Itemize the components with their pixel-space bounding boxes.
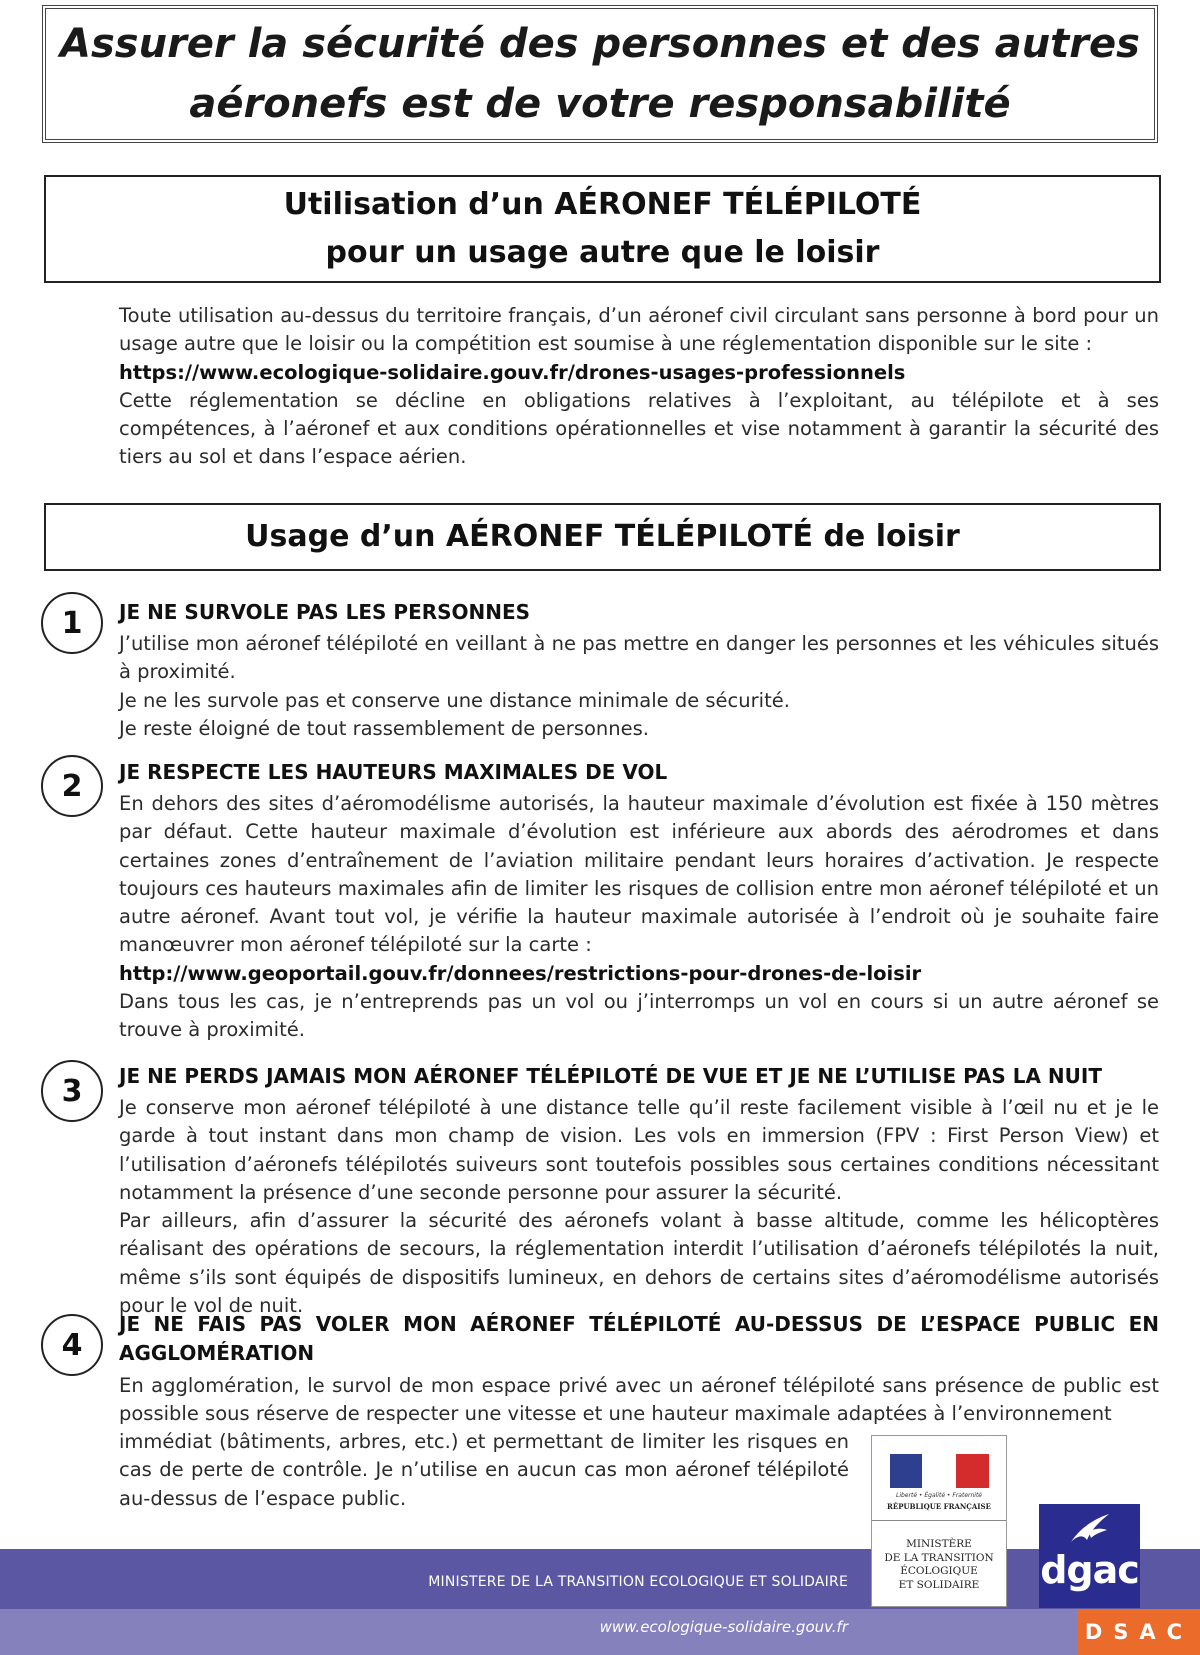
rule-3-number: 3 [41, 1060, 103, 1122]
section-pro-para2: Cette réglementation se décline en obligations relatives à l’exploitant, au télépilote et à ses compétences, à l’aéronef et aux conditions opérationnelles et vise notamment à garantir la sécurité des tiers au sol et dans l’espace aérien. [119, 388, 1159, 469]
main-title [42, 5, 1158, 143]
rule-2-p1: En dehors des sites d’aéromodélisme autorisés, la hauteur maximale d’évolution est fixée à 150 mètres par défaut. Cette hauteur maximale d’évolution est inférieure aux abords des aérodromes et dans certaines zones d’entraînement de l’aviation militaire pendant leurs horaires d’activation. Je respecte toujours ces hauteurs maximales afin de limiter les risques de collision entre mon aéronef télépiloté et un autre aéronef. Avant tout vol, je vérifie la hauteur maximale autorisée à l’endroit où je souhaite faire manœuvrer mon aéronef télépiloté sur la carte : [119, 792, 1159, 957]
section-loisir-heading: Usage d’un AÉRONEF TÉLÉPILOTÉ de loisir [44, 503, 1161, 571]
section-pro-heading-line2: pour un usage autre que le loisir [325, 235, 880, 270]
section-pro-link[interactable]: https://www.ecologique-solidaire.gouv.fr/drones-usages-professionnels [119, 360, 906, 384]
logo-min-line2: DE LA TRANSITION [884, 1551, 994, 1564]
dsac-logo: DSAC [1078, 1609, 1200, 1655]
logo-min-line1: MINISTÈRE [906, 1538, 972, 1550]
logo-ministry-text [872, 1538, 1006, 1592]
dgac-logo [1039, 1504, 1140, 1608]
rule-2-body [119, 790, 1159, 1045]
rule-3-title: JE NE PERDS JAMAIS MON AÉRONEF TÉLÉPILOTÉ DE VUE ET JE NE L’UTILISE PAS LA NUIT [119, 1064, 1102, 1088]
rule-2-number: 2 [41, 755, 103, 817]
dgac-wordmark: dgac [1040, 1548, 1139, 1592]
main-title-line2: aéronefs est de votre responsabilité [189, 81, 1011, 127]
rule-3-body [119, 1094, 1159, 1320]
rule-1-body [119, 630, 1159, 743]
rule-4-title: JE NE FAIS PAS VOLER MON AÉRONEF TÉLÉPILOTÉ AU-DESSUS DE L’ESPACE PUBLIC EN AGGLOMÉRATION [119, 1312, 1159, 1365]
rule-1-p1: J’utilise mon aéronef télépiloté en veillant à ne pas mettre en danger les personnes et les véhicules situés à proximité. [119, 632, 1159, 684]
marianne-flag-icon [890, 1454, 989, 1488]
logo-motto: Liberté • Égalité • Fraternité [895, 1492, 982, 1499]
rule-3-p2: Par ailleurs, afin d’assurer la sécurité des aéronefs volant à basse altitude, comme les hélicoptères réalisant des opérations de secours, la réglementation interdit l’utilisation d’aéronefs télépilotés la nuit, même s’ils sont équipés de dispositifs lumineux, en dehors de certains sites d’aéromodélisme autorisés pour le vol de nuit. [119, 1209, 1159, 1318]
rule-2-title: JE RESPECTE LES HAUTEURS MAXIMALES DE VOL [119, 760, 668, 784]
rule-3-p1: Je conserve mon aéronef télépiloté à une distance telle qu’il reste facilement visible à l’œil nu et je le garde à tout instant dans mon champ de vision. Les vols en immersion (FPV : First Person View) et l’utilisation d’aéronefs télépilotés suiveurs sont toutefois possibles sous certaines conditions nécessitant notamment la présence d’une seconde personne pour assurer la sécurité. [119, 1096, 1159, 1204]
footer-ministry: MINISTERE DE LA TRANSITION ECOLOGIQUE ET SOLIDAIRE [428, 1574, 848, 1590]
logo-republique: RÉPUBLIQUE FRANÇAISE [887, 1502, 991, 1511]
rule-2-p2: Dans tous les cas, je n’entreprends pas un vol ou j’interromps un vol en cours si un autre aéronef se trouve à proximité. [119, 990, 1159, 1042]
section-pro-heading-line1: Utilisation d’un AÉRONEF TÉLÉPILOTÉ [283, 187, 922, 222]
logo-min-line3: ÉCOLOGIQUE [900, 1565, 978, 1577]
rule-4-p1: En agglomération, le survol de mon espace privé avec un aéronef télépiloté sans présence de public est possible sous réserve de respecter une vitesse et une hauteur maximale adaptées à l’environnement [119, 1374, 1159, 1426]
footer-website[interactable]: www.ecologique-solidaire.gouv.fr [599, 1618, 848, 1636]
section-pro-para1: Toute utilisation au-dessus du territoire français, d’un aéronef civil circulant sans personne à bord pour un usage autre que le loisir ou la compétition est soumise à une réglementation disponible sur le site : [119, 304, 1159, 356]
ministry-logo [871, 1435, 1007, 1607]
rule-4-p2: immédiat (bâtiments, arbres, etc.) et permettant de limiter les risques en cas de perte de contrôle. Je n’utilise en aucun cas mon aéronef télépiloté au-dessus de l’espace public. [119, 1430, 849, 1510]
rule-1-number: 1 [41, 592, 103, 654]
rule-1-title: JE NE SURVOLE PAS LES PERSONNES [119, 600, 531, 624]
section-pro-text [119, 302, 1159, 472]
rule-4-number: 4 [41, 1314, 103, 1376]
dgac-bird-icon [1069, 1512, 1111, 1548]
main-title-line1: Assurer la sécurité des personnes et des autres [60, 21, 1140, 67]
rule-2-link[interactable]: http://www.geoportail.gouv.fr/donnees/restrictions-pour-drones-de-loisir [119, 961, 922, 985]
rule-1-p3: Je reste éloigné de tout rassemblement de personnes. [119, 716, 649, 740]
section-pro-heading [44, 175, 1161, 283]
logo-min-line4: ET SOLIDAIRE [898, 1578, 980, 1591]
rule-1-p2: Je ne les survole pas et conserve une distance minimale de sécurité. [119, 688, 790, 712]
